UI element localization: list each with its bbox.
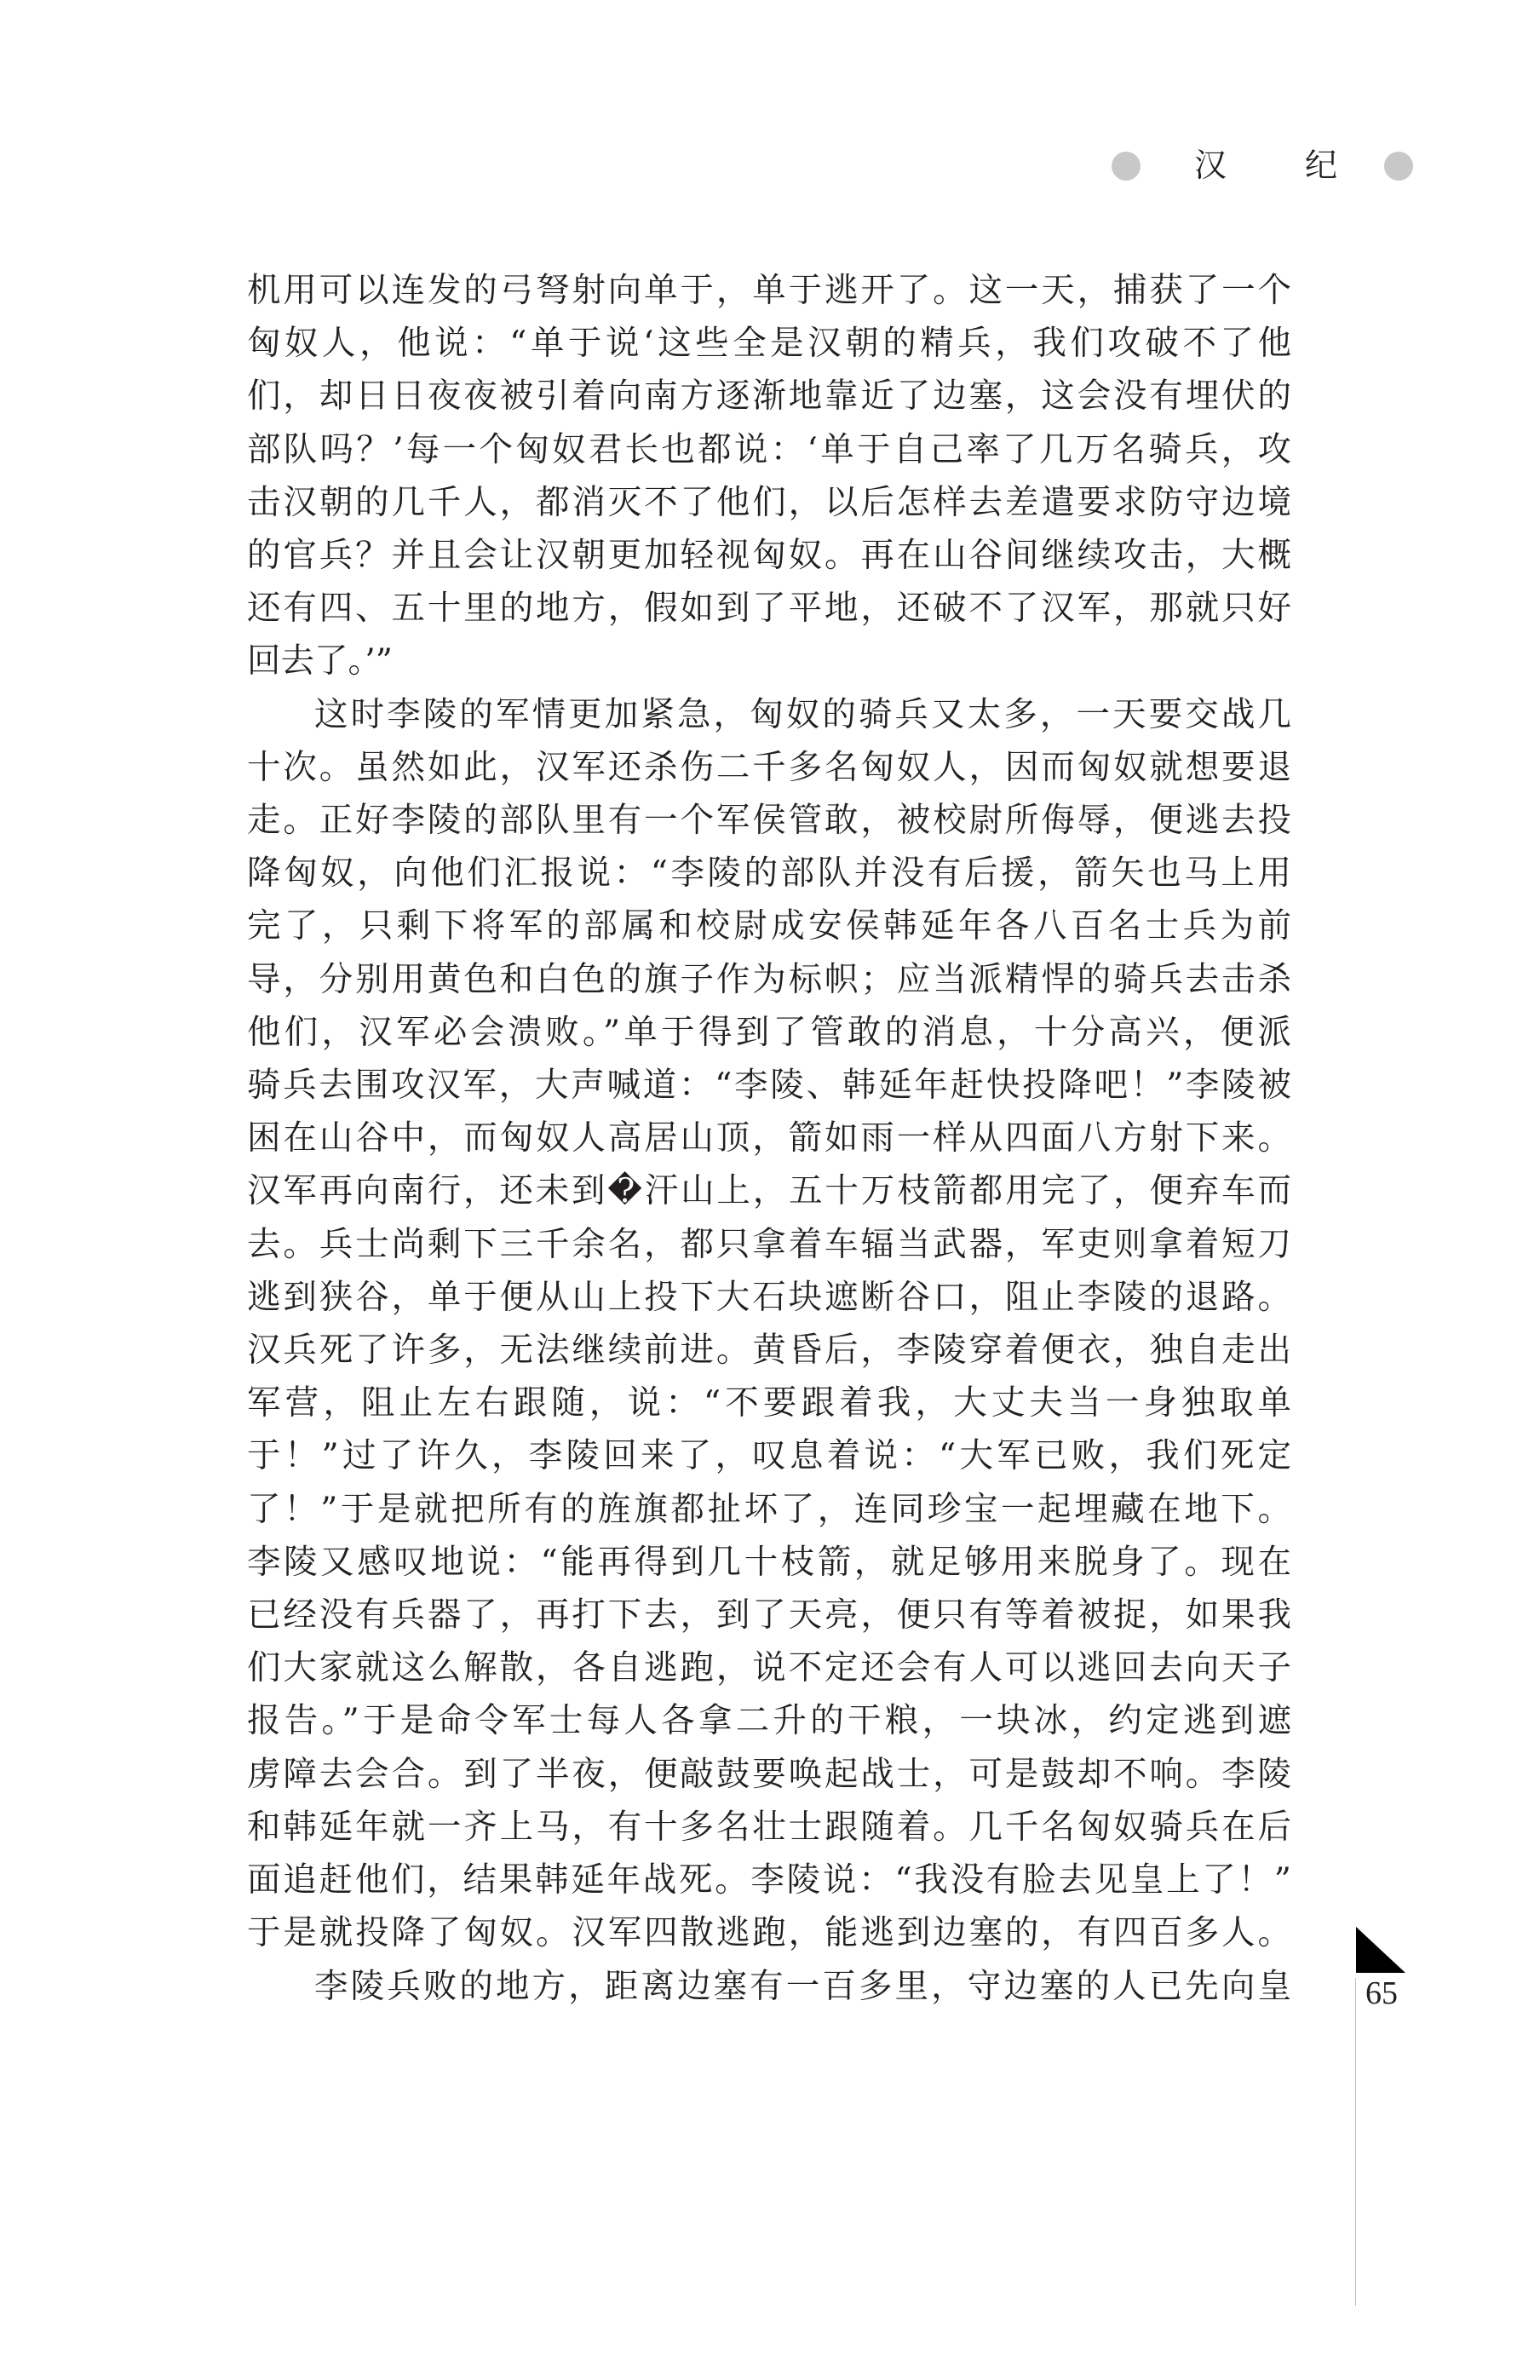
text-line: 还有四、五十里的地方，假如到了平地，还破不了汉军，那就只好: [247, 589, 1291, 629]
running-head-char-1: 汉: [1194, 147, 1227, 184]
text-line: 回去了。’”: [247, 641, 393, 681]
text-line: 他们，汉军必会溃败。”单于得到了管敢的消息，十分高兴，便派: [247, 1012, 1291, 1052]
text-line: 的官兵？并且会让汉朝更加轻视匈奴。再在山谷间继续攻击，大概: [247, 536, 1291, 576]
text-line: 导，分别用黄色和白色的旗子作为标帜；应当派精悍的骑兵去击杀: [247, 959, 1291, 999]
text-line: 机用可以连发的弓弩射向单于，单于逃开了。这一天，捕获了一个: [247, 271, 1291, 310]
corner-triangle-mark: [1356, 1927, 1405, 1973]
paragraph-first-line: 这时李陵的军情更加紧急，匈奴的骑兵又太多，一天要交战几: [314, 694, 1291, 734]
text-line: 了！”于是就把所有的旌旗都扯坏了，连同珍宝一起埋藏在地下。: [247, 1489, 1291, 1529]
text-line: 骑兵去围攻汉军，大声喊道：“李陵、韩延年赶快投降吧！”李陵被: [247, 1066, 1291, 1106]
running-head: [1107, 143, 1431, 191]
text-line: 降匈奴，向他们汇报说：“李陵的部队并没有后援，箭矢也马上用: [247, 854, 1291, 894]
margin-rule: [1355, 1978, 1356, 2306]
text-line: 李陵又感叹地说：“能再得到几十枝箭，就足够用来脱身了。现在: [247, 1542, 1291, 1582]
text-line: 虏障去会合。到了半夜，便敲鼓要唤起战士，可是鼓却不响。李陵: [247, 1754, 1291, 1794]
text-line: 十次。虽然如此，汉军还杀伤二千多名匈奴人，因而匈奴就想要退: [247, 747, 1291, 787]
text-line: 于！”过了许久，李陵回来了，叹息着说：“大军已败，我们死定: [247, 1436, 1291, 1476]
decorative-dot-right: [1384, 152, 1413, 181]
text-line: 部队吗？’每一个匈奴君长也都说：‘单于自己率了几万名骑兵，攻: [247, 429, 1291, 469]
text-line: 们大家就这么解散，各自逃跑，说不定还会有人可以逃回去向天子: [247, 1648, 1291, 1688]
running-head-char-2: 纪: [1305, 147, 1338, 184]
text-line: 走。正好李陵的部队里有一个军侯管敢，被校尉所侮辱，便逃去投: [247, 801, 1291, 841]
text-line: 去。兵士尚剩下三千余名，都只拿着车辐当武器，军吏则拿着短刀: [247, 1224, 1291, 1264]
paragraph-first-line: 李陵兵败的地方，距离边塞有一百多里，守边塞的人已先向皇: [314, 1966, 1291, 2006]
text-line: 匈奴人，他说：“单于说‘这些全是汉朝的精兵，我们攻破不了他: [247, 324, 1291, 364]
text-line: 逃到狭谷，单于便从山上投下大石块遮断谷口，阻止李陵的退路。: [247, 1277, 1291, 1317]
text-line: 完了，只剩下将军的部属和校尉成安侯韩延年各八百名士兵为前: [247, 906, 1291, 946]
text-line: 汉兵死了许多，无法继续前进。黄昏后，李陵穿着便衣，独自走出: [247, 1331, 1291, 1371]
text-line: 汉军再向南行，还未到�汗山上，五十万枝箭都用完了，便弃车而: [247, 1171, 1291, 1211]
decorative-dot-left: [1112, 152, 1141, 181]
body-text: [247, 264, 1291, 2013]
page-number: 65: [1365, 1975, 1398, 2011]
text-line: 困在山谷中，而匈奴人高居山顶，箭如雨一样从四面八方射下来。: [247, 1118, 1291, 1158]
text-line: 于是就投降了匈奴。汉军四散逃跑，能逃到边塞的，有四百多人。: [247, 1913, 1291, 1953]
text-line: 已经没有兵器了，再打下去，到了天亮，便只有等着被捉，如果我: [247, 1595, 1291, 1636]
text-line: 击汉朝的几千人，都消灭不了他们，以后怎样去差遣要求防守边境: [247, 482, 1291, 522]
text-line: 们，却日日夜夜被引着向南方逐渐地靠近了边塞，这会没有埋伏的: [247, 377, 1291, 417]
text-line: 报告。”于是命令军士每人各拿二升的干粮，一块冰，约定逃到遮: [247, 1701, 1291, 1741]
text-line: 和韩延年就一齐上马，有十多名壮士跟随着。几千名匈奴骑兵在后: [247, 1807, 1291, 1847]
text-line: 军营，阻止左右跟随，说：“不要跟着我，大丈夫当一身独取单: [247, 1383, 1291, 1423]
text-line: 面追赶他们，结果韩延年战死。李陵说：“我没有脸去见皇上了！”: [247, 1860, 1291, 1900]
